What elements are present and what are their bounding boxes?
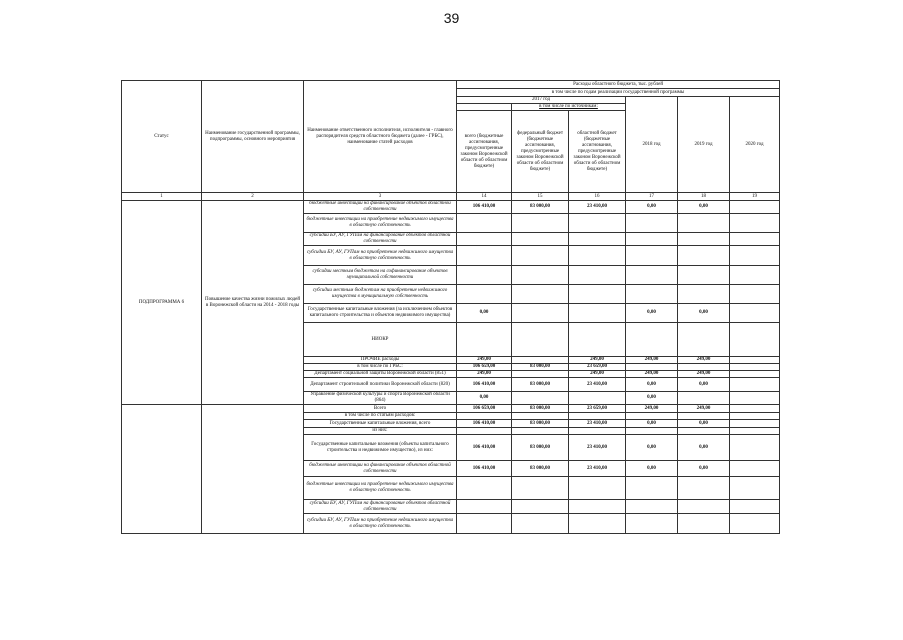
row-value: 83 000,00 xyxy=(512,378,569,392)
row-value xyxy=(678,266,730,285)
row-value: 249,00 xyxy=(678,357,730,364)
row-value: 0,00 xyxy=(678,435,730,461)
row-value xyxy=(457,413,512,420)
header-expenses: Расходы областного бюджета, тыс. рублей xyxy=(457,81,780,89)
row-label: Управление физической культуры и спорта Воронежской области (864) xyxy=(304,392,457,405)
row-value: 106 410,00 xyxy=(457,461,512,477)
row-value xyxy=(730,323,780,357)
row-value: 249,00 xyxy=(678,371,730,378)
row-value: 0,00 xyxy=(678,201,730,214)
row-value xyxy=(569,323,626,357)
row-value xyxy=(512,285,569,304)
row-label: Департамент социальной защиты Воронежской области (851) xyxy=(304,371,457,378)
row-value xyxy=(569,285,626,304)
row-value xyxy=(457,428,512,435)
header-2018: 2018 год xyxy=(626,97,678,193)
row-value: 0,00 xyxy=(626,420,678,428)
row-label: субсидии БУ, АУ, ГУПам на приобретение недвижимого имущества в областную собственность xyxy=(304,246,457,266)
column-number: 15 xyxy=(512,193,569,201)
row-value xyxy=(730,500,780,514)
table-row xyxy=(122,201,780,214)
row-value xyxy=(512,413,569,420)
row-value xyxy=(512,233,569,246)
row-value xyxy=(626,233,678,246)
row-value xyxy=(569,514,626,534)
row-value: 23 410,00 xyxy=(569,201,626,214)
row-value xyxy=(626,477,678,500)
row-value xyxy=(678,364,730,371)
row-value xyxy=(730,420,780,428)
row-value xyxy=(678,428,730,435)
row-label: ПРОЧИЕ расходы xyxy=(304,357,457,364)
row-value xyxy=(512,392,569,405)
row-value xyxy=(678,214,730,233)
row-value: 249,00 xyxy=(457,357,512,364)
column-number: 1 xyxy=(122,193,202,201)
row-value xyxy=(626,413,678,420)
row-value xyxy=(678,246,730,266)
column-number: 3 xyxy=(304,193,457,201)
row-value xyxy=(512,428,569,435)
row-value xyxy=(730,364,780,371)
row-value: 249,00 xyxy=(569,371,626,378)
row-value: 23 410,00 xyxy=(569,435,626,461)
row-value xyxy=(730,233,780,246)
row-value xyxy=(730,371,780,378)
row-value xyxy=(678,392,730,405)
row-value: 0,00 xyxy=(457,392,512,405)
row-value: 83 000,00 xyxy=(512,435,569,461)
row-value: 0,00 xyxy=(626,201,678,214)
row-value xyxy=(730,405,780,413)
row-value: 249,00 xyxy=(678,405,730,413)
row-label: Всего xyxy=(304,405,457,413)
row-value xyxy=(626,500,678,514)
subprogram-status: ПОДПРОГРАММА 6 xyxy=(122,201,202,405)
row-value xyxy=(730,246,780,266)
row-value xyxy=(512,357,569,364)
row-label: Департамент строительной политики Воронежской области (820) xyxy=(304,378,457,392)
row-value xyxy=(512,514,569,534)
header-executor-name: Наименование ответственного исполнителя, исполнителя - главного распорядителя средств областного бюджета (далее - ГРБС), наименование статей расходов xyxy=(304,81,457,193)
column-number: 19 xyxy=(730,193,780,201)
row-value xyxy=(730,477,780,500)
row-value xyxy=(678,477,730,500)
row-label: бюджетные инвестиции на финансирование объектов областной собственности xyxy=(304,461,457,477)
row-value xyxy=(626,285,678,304)
row-value xyxy=(512,500,569,514)
header-by-years: в том числе по годам реализации государственной программы xyxy=(457,89,780,97)
row-value: 0,00 xyxy=(678,304,730,323)
page-number: 39 xyxy=(443,10,460,26)
row-label: бюджетные инвестиции на приобретение недвижимого имущества в областную собственность xyxy=(304,477,457,500)
row-value: 0,00 xyxy=(626,378,678,392)
row-value xyxy=(626,323,678,357)
row-value xyxy=(457,500,512,514)
row-value xyxy=(569,214,626,233)
row-label: субсидии БУ, АУ, ГУПам на финансирование объектов областной собственности xyxy=(304,500,457,514)
row-label: из них: xyxy=(304,428,457,435)
row-value: 0,00 xyxy=(457,304,512,323)
row-value xyxy=(678,413,730,420)
row-value xyxy=(730,266,780,285)
row-value xyxy=(730,428,780,435)
row-value: 23 659,00 xyxy=(569,364,626,371)
row-value: 0,00 xyxy=(678,461,730,477)
row-value xyxy=(457,214,512,233)
row-value: 249,00 xyxy=(626,371,678,378)
header-status: Статус xyxy=(122,81,202,193)
header-year-2017: 2017 год xyxy=(457,97,626,104)
row-value xyxy=(457,233,512,246)
row-value: 0,00 xyxy=(678,378,730,392)
column-number: 17 xyxy=(626,193,678,201)
row-value: 106 659,00 xyxy=(457,405,512,413)
row-value xyxy=(569,477,626,500)
row-value xyxy=(512,266,569,285)
header-2020: 2020 год xyxy=(730,97,780,193)
row-value xyxy=(730,304,780,323)
row-value: 0,00 xyxy=(678,420,730,428)
row-label: в том числе по статьям расходов: xyxy=(304,413,457,420)
row-value xyxy=(730,285,780,304)
column-number: 18 xyxy=(678,193,730,201)
empty-name-cell xyxy=(202,405,304,534)
header-total: всего (бюджетные ассигнования, предусмотренные законом Воронежской области об областном бюджете) xyxy=(457,111,512,193)
row-value: 23 410,00 xyxy=(569,378,626,392)
row-label: Государственные капитальные вложения, всего xyxy=(304,420,457,428)
row-value: 83 000,00 xyxy=(512,461,569,477)
row-value xyxy=(512,477,569,500)
row-value xyxy=(730,413,780,420)
row-value: 0,00 xyxy=(626,304,678,323)
row-value: 83 000,00 xyxy=(512,405,569,413)
row-value xyxy=(626,214,678,233)
row-value xyxy=(730,435,780,461)
row-value xyxy=(626,364,678,371)
column-number: 2 xyxy=(202,193,304,201)
row-value xyxy=(626,428,678,435)
row-label: Государственные капитальные вложения (за исключением объектов капитального строительства и объектов недвижимого имущества) xyxy=(304,304,457,323)
row-value xyxy=(569,233,626,246)
row-value: 106 410,00 xyxy=(457,378,512,392)
row-value xyxy=(678,233,730,246)
row-label: субсидии БУ, АУ, ГУПам на приобретение недвижимого имущества в областную собственность xyxy=(304,514,457,534)
row-value xyxy=(730,201,780,214)
row-value xyxy=(512,304,569,323)
row-label: НИОКР xyxy=(304,323,457,357)
row-value xyxy=(626,246,678,266)
row-value: 0,00 xyxy=(626,461,678,477)
row-value xyxy=(678,500,730,514)
row-value xyxy=(457,477,512,500)
row-value: 106 410,00 xyxy=(457,201,512,214)
row-value xyxy=(512,246,569,266)
row-value: 106 410,00 xyxy=(457,420,512,428)
row-value xyxy=(457,514,512,534)
row-value: 0,00 xyxy=(626,435,678,461)
row-value xyxy=(457,246,512,266)
row-value xyxy=(626,514,678,534)
column-number: 14 xyxy=(457,193,512,201)
row-value xyxy=(457,266,512,285)
row-value xyxy=(512,371,569,378)
row-value xyxy=(569,500,626,514)
subprogram-name: Повышение качества жизни пожилых людей в Воронежской области на 2014 - 2018 годы xyxy=(202,201,304,405)
row-value xyxy=(569,246,626,266)
row-value xyxy=(457,323,512,357)
row-value xyxy=(730,357,780,364)
row-label: субсидии местным бюджетам на софинансирование объектов муниципальной собственности xyxy=(304,266,457,285)
row-label: субсидии местным бюджетам на приобретение недвижимого имущества в муниципальную собственность xyxy=(304,285,457,304)
row-value: 249,00 xyxy=(569,357,626,364)
row-value xyxy=(730,378,780,392)
header-2019: 2019 год xyxy=(678,97,730,193)
row-value: 83 000,00 xyxy=(512,201,569,214)
expenses-table xyxy=(121,80,780,534)
header-regional: областной бюджет (бюджетные ассигнования, предусмотренные законом Воронежской области об областном бюджете) xyxy=(569,111,626,193)
row-value xyxy=(512,323,569,357)
row-value xyxy=(569,413,626,420)
row-value xyxy=(730,514,780,534)
column-number: 16 xyxy=(569,193,626,201)
row-value xyxy=(678,514,730,534)
row-value: 83 000,00 xyxy=(512,364,569,371)
row-value xyxy=(730,392,780,405)
row-value: 249,00 xyxy=(457,371,512,378)
row-value xyxy=(730,461,780,477)
row-value: 23 410,00 xyxy=(569,461,626,477)
row-value: 106 410,00 xyxy=(457,435,512,461)
header-by-sources: в том числе по источникам: xyxy=(512,104,626,111)
row-value xyxy=(678,323,730,357)
row-value xyxy=(569,392,626,405)
row-label: в том числе по ГРБС: xyxy=(304,364,457,371)
table-row xyxy=(122,405,780,413)
row-value xyxy=(569,428,626,435)
empty-status-cell xyxy=(122,405,202,534)
row-value xyxy=(457,285,512,304)
row-value xyxy=(569,304,626,323)
row-value: 249,00 xyxy=(626,405,678,413)
row-value xyxy=(569,266,626,285)
row-label: субсидии БУ, АУ, ГУПам на финансирование объектов областной собственности xyxy=(304,233,457,246)
row-value xyxy=(730,214,780,233)
header-program-name: Наименование государственной программы, подпрограммы, основного мероприятия xyxy=(202,81,304,193)
row-value xyxy=(626,266,678,285)
row-value: 249,00 xyxy=(626,357,678,364)
header-federal: федеральный бюджет (бюджетные ассигнования, предусмотренные законом Воронежской области об областном бюджете) xyxy=(512,111,569,193)
row-value: 23 410,00 xyxy=(569,420,626,428)
row-label: бюджетные инвестиции на финансирование объектов областной собственности xyxy=(304,201,457,214)
row-value: 106 659,00 xyxy=(457,364,512,371)
row-value: 83 000,00 xyxy=(512,420,569,428)
row-value xyxy=(678,285,730,304)
row-value xyxy=(512,214,569,233)
row-label: бюджетные инвестиции на приобретение недвижимого имущества в областную собственность xyxy=(304,214,457,233)
row-label: Государственные капитальные вложения (объекты капитального строительства и недвижимое имущество), из них: xyxy=(304,435,457,461)
row-value: 23 659,00 xyxy=(569,405,626,413)
row-value: 0,00 xyxy=(626,392,678,405)
